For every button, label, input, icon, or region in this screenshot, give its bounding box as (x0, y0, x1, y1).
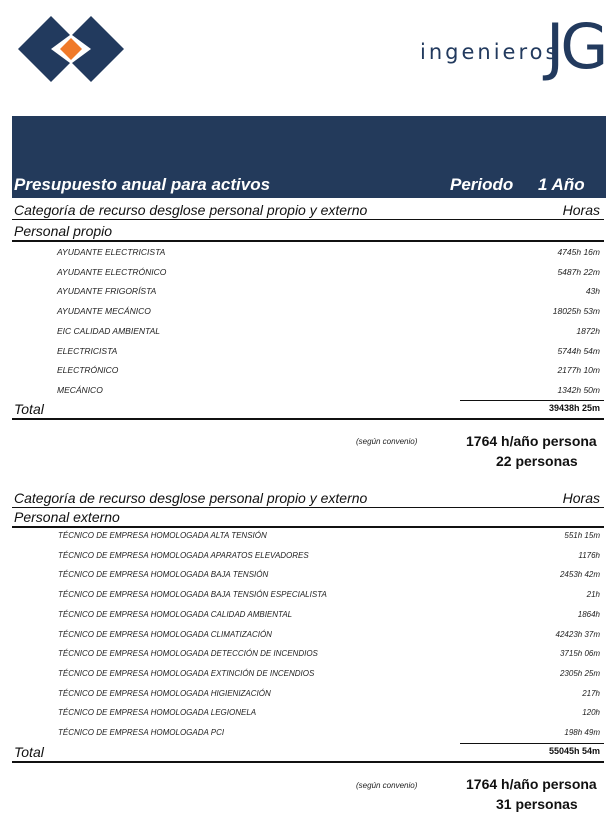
row-value: 1864h (577, 609, 600, 619)
brand-mark: JG (546, 10, 605, 83)
category-title: Categoría de recurso desglose personal propio y externo (14, 490, 368, 506)
row-value: 21h (586, 590, 600, 600)
table-row (12, 282, 604, 301)
row-value: 5744h 54m (557, 345, 600, 356)
page-title: Presupuesto anual para activos (14, 175, 271, 194)
row-label: AYUDANTE ELECTRÓNICO (57, 266, 167, 277)
row-value: 43h (585, 286, 600, 297)
total-label: Total (14, 401, 44, 417)
row-label: TÉCNICO DE EMPRESA HOMOLOGADA BAJA TENSIÓN ESPECIALISTA (58, 590, 327, 600)
row-label: TÉCNICO DE EMPRESA HOMOLOGADA APARATOS ELEVADORES (58, 550, 309, 560)
row-value: 42423h 37m (555, 629, 600, 639)
row-value: 2453h 42m (559, 570, 600, 580)
table-row (12, 665, 604, 684)
total-divider (460, 743, 604, 744)
internal-category-header (12, 200, 604, 220)
total-divider (460, 400, 604, 401)
table-row (12, 342, 604, 361)
section-title: Personal propio (14, 223, 113, 239)
row-value: 1342h 50m (557, 384, 600, 395)
row-value: 551h 15m (564, 531, 600, 540)
table-row (12, 685, 604, 704)
row-label: TÉCNICO DE EMPRESA HOMOLOGADA LEGIONELA (58, 708, 257, 718)
section-title: Personal externo (14, 509, 120, 525)
external-total-row (12, 743, 604, 763)
table-row (12, 322, 604, 341)
convention-note: (según convenio) (356, 437, 418, 446)
row-label: TÉCNICO DE EMPRESA HOMOLOGADA EXTINCIÓN DE INCENDIOS (58, 668, 315, 678)
table-row (12, 704, 604, 723)
period-value: 1 Año (538, 175, 585, 194)
table-row (12, 606, 604, 625)
table-row (12, 547, 604, 566)
internal-total-row (12, 400, 604, 420)
row-label: TÉCNICO DE EMPRESA HOMOLOGADA DETECCIÓN DE INCENDIOS (58, 649, 318, 659)
row-label: ELECTRICISTA (57, 345, 118, 356)
row-value: 5487h 22m (557, 266, 600, 277)
row-label: TÉCNICO DE EMPRESA HOMOLOGADA HIGIENIZACIÓN (58, 688, 271, 698)
row-value: 1872h (576, 325, 600, 336)
row-label: TÉCNICO DE EMPRESA HOMOLOGADA BAJA TENSIÓN (58, 570, 269, 580)
table-row (12, 381, 604, 400)
row-label: AYUDANTE MECÁNICO (57, 306, 151, 317)
total-value: 55045h 54m (548, 746, 600, 756)
table-row (12, 302, 604, 321)
internal-section-header (12, 222, 604, 242)
row-label: EIC CALIDAD AMBIENTAL (57, 325, 160, 336)
row-value: 198h 49m (564, 728, 600, 737)
row-value: 4745h 16m (557, 247, 600, 257)
company-logo-icon (18, 16, 124, 82)
table-row (12, 566, 604, 585)
row-value: 1176h (578, 550, 600, 560)
row-label: AYUDANTE ELECTRICISTA (57, 247, 166, 257)
table-row (12, 724, 604, 743)
period-label: Periodo (450, 175, 514, 194)
category-title: Categoría de recurso desglose personal propio y externo (14, 202, 368, 218)
hours-column-header: Horas (562, 490, 600, 506)
row-label: TÉCNICO DE EMPRESA HOMOLOGADA CLIMATIZACIÓN (58, 629, 272, 639)
external-section-header (12, 508, 604, 528)
row-value: 2177h 10m (557, 365, 600, 376)
people-count: 22 personas (496, 453, 578, 469)
row-label: MECÁNICO (57, 384, 103, 395)
row-label: TÉCNICO DE EMPRESA HOMOLOGADA ALTA TENSIÓN (58, 531, 267, 540)
table-row (12, 626, 604, 645)
hours-column-header: Horas (562, 202, 600, 218)
table-row (12, 243, 604, 262)
row-label: TÉCNICO DE EMPRESA HOMOLOGADA CALIDAD AMBIENTAL (58, 609, 293, 619)
table-row (12, 645, 604, 664)
row-value: 217h (582, 688, 600, 698)
row-value: 2305h 25m (559, 668, 600, 678)
total-value: 39438h 25m (548, 403, 600, 413)
table-row (12, 263, 604, 282)
table-row (12, 586, 604, 605)
external-category-header (12, 488, 604, 508)
total-label: Total (14, 744, 44, 760)
row-value: 120h (582, 708, 600, 718)
hours-per-year: 1764 h/año persona (466, 433, 597, 449)
convention-note: (según convenio) (356, 781, 418, 790)
row-value: 18025h 53m (552, 306, 600, 317)
row-value: 3715h 06m (559, 649, 600, 659)
people-count: 31 personas (496, 796, 578, 812)
brand-name: ingenieros (420, 40, 560, 64)
row-label: ELECTRÓNICO (57, 365, 119, 376)
table-row (12, 361, 604, 380)
row-label: TÉCNICO DE EMPRESA HOMOLOGADA PCI (58, 728, 225, 737)
hours-per-year: 1764 h/año persona (466, 776, 597, 792)
row-label: AYUDANTE FRIGORÍSTA (57, 286, 157, 297)
table-row (12, 527, 604, 546)
